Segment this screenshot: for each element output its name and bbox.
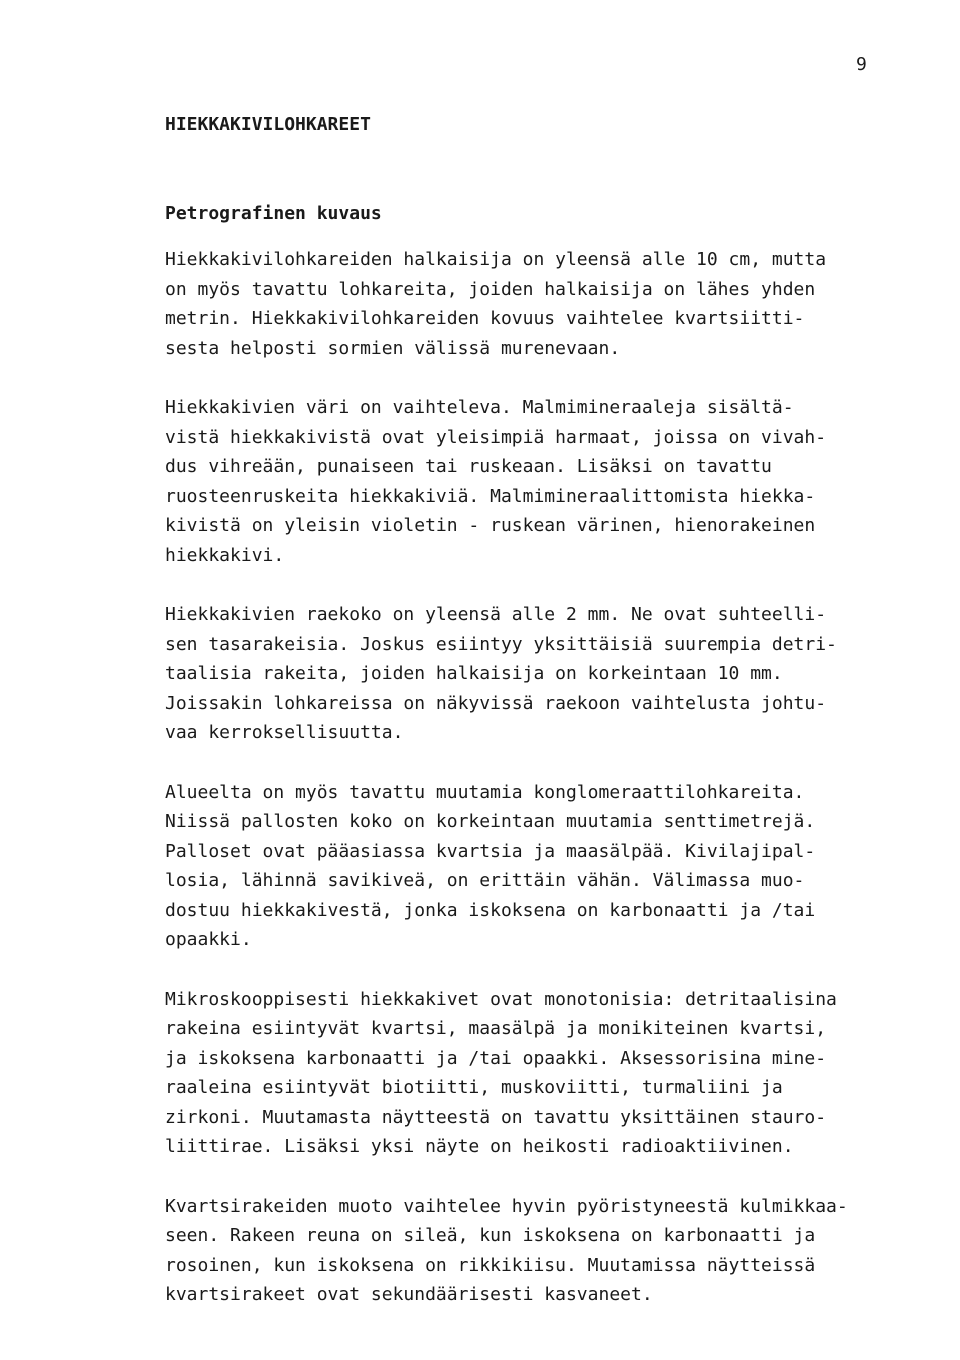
paragraph-size: Hiekkakivilohkareiden halkaisija on yleensä alle 10 cm, mutta on myös tavattu lohkareita, joiden halkaisija on lähes yhden metrin. Hiekkakivilohkareiden kovuus vaihtelee kvartsiitti- sesta helposti sormien välissä murenevaan. [165,249,827,359]
paragraph-microscopy: Mikroskooppisesti hiekkakivet ovat monotonisia: detritaalisina rakeina esiintyvät kvartsi, maasälpä ja monikiteinen kvartsi, ja iskoksena karbonaatti ja /tai opaakki. Aksessorisina mine- raaleina esiintyvät biotiitti, muskoviitti, turmaliini ja zirkoni. Muutamasta näytteestä on tavattu yksittäinen stauro- liittirae. Lisäksi yksi näyte on heikosti radioaktiivinen. [165,988,837,1157]
paragraph-conglomerate: Alueelta on myös tavattu muutamia konglomeraattilohkareita. Niissä pallosten koko on korkeintaan muutamia senttimetrejä. Palloset ovat pääasiassa kvartsia ja maasälpää. Kivilajipal- losia, lähinnä savikiveä, on erittäin vähän. Välimassa muo- dostuu hiekkakivestä, jonka iskoksena on karbonaatti ja /tai opaakki. [165,781,816,950]
section-heading: Petrografinen kuvaus [165,203,382,224]
paragraph-colour: Hiekkakivien väri on vaihteleva. Malmimineraaleja sisältä- vistä hiekkakivistä ovat yleisimpiä harmaat, joissa on vivah- dus vihreään, punaiseen tai ruskeaan. Lisäksi on tavattu ruosteenruskeita hiekkakiviä. Malmimineraalittomista hiekka- kivistä on yleisin violetin - ruskean värinen, hienorakeinen hiekkakivi. [165,397,827,566]
paragraph-grain-size: Hiekkakivien raekoko on yleensä alle 2 mm. Ne ovat suhteelli- sen tasarakeisia. Joskus esiintyy yksittäisiä suurempia detri- taalisia rakeita, joiden halkaisija on korkeintaan 10 mm. Joissakin lohkareissa on näkyvissä raekoon vaihtelusta johtu- vaa kerroksellisuutta. [165,604,837,743]
page-number: 9 [856,54,867,75]
paragraph-quartz-grains: Kvartsirakeiden muoto vaihtelee hyvin pyöristyneestä kulmikkaa- seen. Rakeen reuna on sileä, kun iskoksena on karbonaatti ja rosoinen, kun iskoksena on rikkikiisu. Muutamissa näytteissä kvartsirakeet ovat sekundäärisesti kasvaneet. [165,1195,848,1305]
document-body [165,110,905,1310]
document-title: HIEKKAKIVILOHKAREET [165,114,371,135]
